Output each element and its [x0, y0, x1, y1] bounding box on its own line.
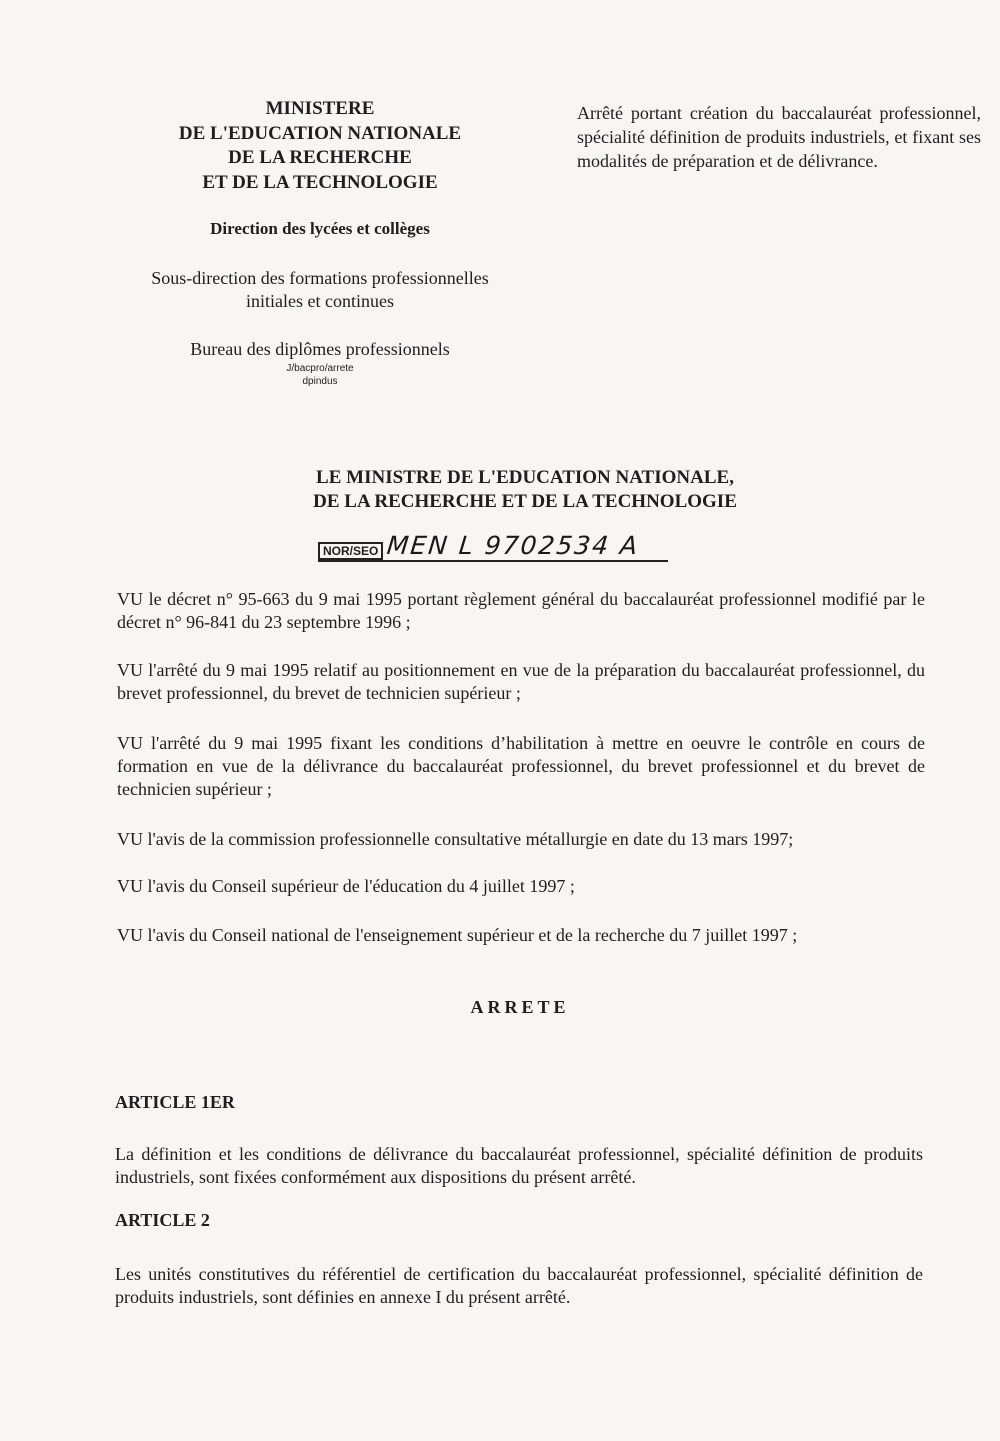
file-reference: dpindus — [302, 376, 338, 387]
sous-direction-name — [120, 267, 520, 313]
article-text: La définition et les conditions de délivrance du baccalauréat professionnel, spécialité définition de produits industriels, sont fixées conformément aux dispositions du présent arrêté. — [115, 1144, 923, 1187]
article-heading: ARTICLE 2 — [115, 1210, 210, 1230]
article-heading: ARTICLE 1ER — [115, 1092, 235, 1112]
visa-paragraph: VU l'arrêté du 9 mai 1995 fixant les conditions d’habilitation à mettre en oeuvre le contrôle en cours de formation en vue de la délivrance du baccalauréat professionnel, du brevet professionnel et du brevet de technicien supérieur ; — [117, 733, 925, 799]
visa-paragraph: VU l'avis du Conseil national de l'enseignement supérieur et de la recherche du 7 juillet 1997 ; — [117, 925, 798, 945]
minister-heading — [200, 466, 850, 514]
ministry-line: ET DE LA TECHNOLOGIE — [202, 171, 438, 193]
visa-paragraph: VU l'avis du Conseil supérieur de l'éducation du 4 juillet 1997 ; — [117, 876, 575, 896]
ministry-line: DE L'EDUCATION NATIONALE — [178, 122, 462, 144]
visa-paragraph: VU l'avis de la commission professionnelle consultative métallurgie en date du 13 mars 1997; — [117, 829, 794, 849]
article-text: Les unités constitutives du référentiel de certification du baccalauréat professionnel, spécialité définition de produits industriels, sont définies en annexe I du présent arrêté. — [115, 1264, 923, 1307]
sous-direction-line: Sous-direction des formations professionnelles — [151, 268, 489, 288]
ministry-line: DE LA RECHERCHE — [228, 147, 412, 168]
arrete-heading: ARRETE — [470, 997, 570, 1017]
visa-paragraph: VU le décret n° 95-663 du 9 mai 1995 portant règlement général du baccalauréat professionnel modifié par le décret n° 96-841 du 23 septembre 1996 ; — [117, 589, 925, 632]
minister-heading-line: LE MINISTRE DE L'EDUCATION NATIONALE, — [316, 467, 734, 488]
nor-reference — [318, 528, 640, 560]
file-references — [260, 362, 380, 388]
sous-direction-line: initiales et continues — [246, 291, 394, 311]
file-reference: J/bacpro/arrete — [286, 363, 354, 374]
nor-underline — [318, 560, 668, 562]
direction-name: Direction des lycées et collèges — [210, 219, 430, 238]
nor-label: NOR/SEO — [318, 542, 383, 560]
nor-handwritten-number: MEN L 9702534 A — [385, 531, 642, 560]
arrete-title: Arrêté portant création du baccalauréat professionnel, spécialité définition de produits industriels, et fixant ses modalités de préparation et de délivrance. — [577, 103, 981, 171]
minister-heading-line: DE LA RECHERCHE ET DE LA TECHNOLOGIE — [313, 491, 737, 512]
ministry-name — [150, 97, 490, 195]
ministry-line: MINISTERE — [265, 98, 375, 119]
visa-paragraph: VU l'arrêté du 9 mai 1995 relatif au positionnement en vue de la préparation du baccalauréat professionnel, du brevet professionnel, du brevet de technicien supérieur ; — [117, 660, 925, 703]
bureau-name: Bureau des diplômes professionnels — [190, 339, 450, 359]
